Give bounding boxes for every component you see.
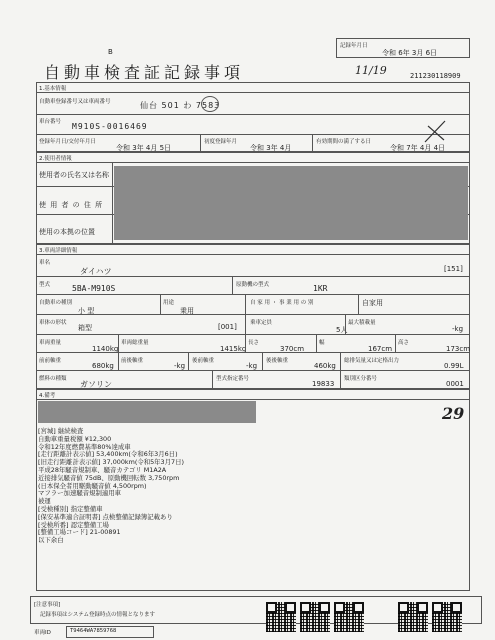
kind-label: 自動車の種別: [39, 300, 73, 306]
weight-value: 1140kg: [92, 345, 119, 353]
handwritten-cross-mark: [422, 118, 448, 144]
capacity-label: 乗車定員: [250, 320, 273, 326]
width-label: 幅: [319, 340, 325, 346]
section-basic-title: 1.基本情報: [39, 86, 67, 92]
remark-line: 以下余白: [38, 536, 64, 545]
rr-value: 460kg: [314, 362, 336, 370]
model-value: 5BA-M910S: [72, 284, 116, 293]
business-label: 自 家 用 ・ 事 業 用 の 別: [250, 300, 314, 306]
qr-code-1: [266, 602, 296, 632]
chassis-label: 車台番号: [39, 119, 62, 125]
remark-line: 近接排気騒音値 75dB、原動機回転数 3,750rpm: [38, 473, 180, 482]
expiry-value: 令和 7年 4月 4日: [390, 144, 446, 152]
length-value: 370cm: [280, 345, 305, 353]
maker-value: ダイハツ: [80, 267, 112, 276]
maker-label: 車名: [39, 260, 51, 266]
category-label: 類別区分番号: [344, 376, 378, 382]
base-label: 使用の本拠の位置: [39, 228, 95, 236]
expiry-label: 有効期間の満了する日: [316, 139, 372, 145]
ff-label: 前前軸重: [39, 358, 62, 364]
qr-code-2: [300, 602, 330, 632]
designation-label: 型式指定番号: [216, 376, 250, 382]
remark-line: [受検所番] 認定整備工場: [38, 520, 109, 529]
reg-value: 仙台 501 わ 7583: [140, 101, 221, 110]
record-date-value: 令和 6年 3月 6日: [382, 49, 438, 57]
length-label: 長さ: [248, 340, 260, 346]
body-label: 車体の形状: [39, 320, 67, 326]
remarks-list: [38, 428, 184, 545]
height-value: 173cm: [446, 345, 471, 353]
user-info-redaction: [114, 166, 468, 240]
first-year-value: 令和 3年 4月: [250, 144, 292, 152]
remark-line: 令和12年度燃費基準80%達成車: [38, 442, 131, 451]
rf-value: -kg: [246, 362, 258, 370]
section-remarks-title: 4.備考: [39, 393, 56, 399]
first-reg-value: 令和 3年 4月 5日: [116, 144, 172, 152]
vehicle-id-label: 車両ID: [34, 630, 51, 636]
use-value: 乗用: [180, 307, 194, 315]
remarks-redaction: [38, 401, 256, 423]
body-code: [001]: [218, 323, 237, 331]
first-year-label: 初度登録年月: [204, 139, 238, 145]
width-value: 167cm: [368, 345, 393, 353]
remark-line: [旧走行距離計表示値] 37,000km(令和5年3月7日): [38, 458, 184, 467]
engine-value: 1KR: [313, 284, 328, 293]
fuel-value: ガソリン: [80, 380, 112, 389]
remark-line: 平成28年騒音規制車、騒音カテゴリ M1A2A: [38, 465, 167, 474]
qr-code-4: [398, 602, 428, 632]
remark-line: [宮城] 継続検査: [38, 427, 84, 435]
remark-line: [受検種別] 指定整備車: [38, 504, 103, 513]
weight-label: 車両重量: [39, 340, 62, 346]
fr-label: 前後軸重: [121, 358, 144, 364]
kind-value: 小 型: [78, 307, 95, 315]
notice-text: 記録事項はシステム登録時点の情報となります: [40, 612, 155, 618]
maker-code: [151]: [444, 265, 463, 273]
disp-label: 総排気量又は定格出力: [344, 358, 400, 364]
remark-line: [保安基準適合証明書] 点検整備記録簿記載あり: [38, 512, 173, 521]
user-addr-label: 使 用 者 の 住 所: [39, 201, 104, 209]
gross-label: 車両総重量: [121, 340, 149, 346]
disp-value: 0.99L: [444, 362, 464, 370]
body-value: 箱型: [78, 324, 92, 332]
remark-line: [整備工場コード] 21-00891: [38, 528, 121, 537]
reg-label: 自動車登録番号又は車両番号: [39, 99, 111, 105]
gross-value: 1415kg: [220, 345, 247, 353]
designation-value: 19833: [312, 380, 335, 388]
record-date-label: 記録年月日: [340, 43, 368, 49]
capacity-value: 5人: [336, 326, 348, 334]
fuel-label: 燃料の種類: [39, 376, 67, 382]
max-load-value: -kg: [452, 325, 464, 333]
handwritten-date: 11/19: [355, 64, 387, 77]
use-label: 用途: [163, 300, 175, 306]
height-label: 高さ: [398, 340, 410, 346]
first-reg-label: 登録年月日/交付年月日: [39, 139, 96, 145]
handwritten-number: 29: [442, 404, 465, 423]
model-label: 型式: [39, 282, 51, 288]
ff-value: 680kg: [92, 362, 114, 370]
section-user-title: 2.使用者情報: [39, 156, 72, 162]
notice-title: [注意事項]: [34, 602, 61, 608]
fr-value: -kg: [174, 362, 186, 370]
reg-circle: [201, 96, 219, 112]
remark-line: 自動車重量税額 ¥12,300: [38, 434, 112, 443]
remark-line: 被運: [38, 497, 51, 506]
engine-label: 原動機の型式: [236, 282, 270, 288]
category-value: 0001: [446, 380, 464, 388]
user-name-label: 使用者の氏名又は名称: [39, 171, 109, 179]
remark-line: (日本保全者用駆動騒音値 4,500rpm): [38, 481, 147, 490]
mark-b: B: [108, 48, 113, 56]
vehicle-id-value: T9464WA7859768: [70, 628, 117, 634]
section-vehicle-title: 3.車両詳細情報: [39, 248, 78, 254]
chassis-value: M910S-0016469: [72, 122, 148, 131]
qr-code-3: [334, 602, 364, 632]
rf-label: 後前軸重: [192, 358, 215, 364]
remark-line: マフラー加速騒音規制適用車: [38, 489, 122, 498]
remark-line: [走行距離計表示値] 53,400km(令和6年3月6日): [38, 450, 178, 459]
business-value: 自家用: [362, 299, 383, 307]
doc-number: 211230118909: [410, 72, 461, 80]
qr-code-5: [432, 602, 462, 632]
max-load-label: 最大積載量: [348, 320, 376, 326]
rr-label: 後後軸重: [266, 358, 289, 364]
document-title: 自動車検査証記録事項: [44, 63, 245, 82]
